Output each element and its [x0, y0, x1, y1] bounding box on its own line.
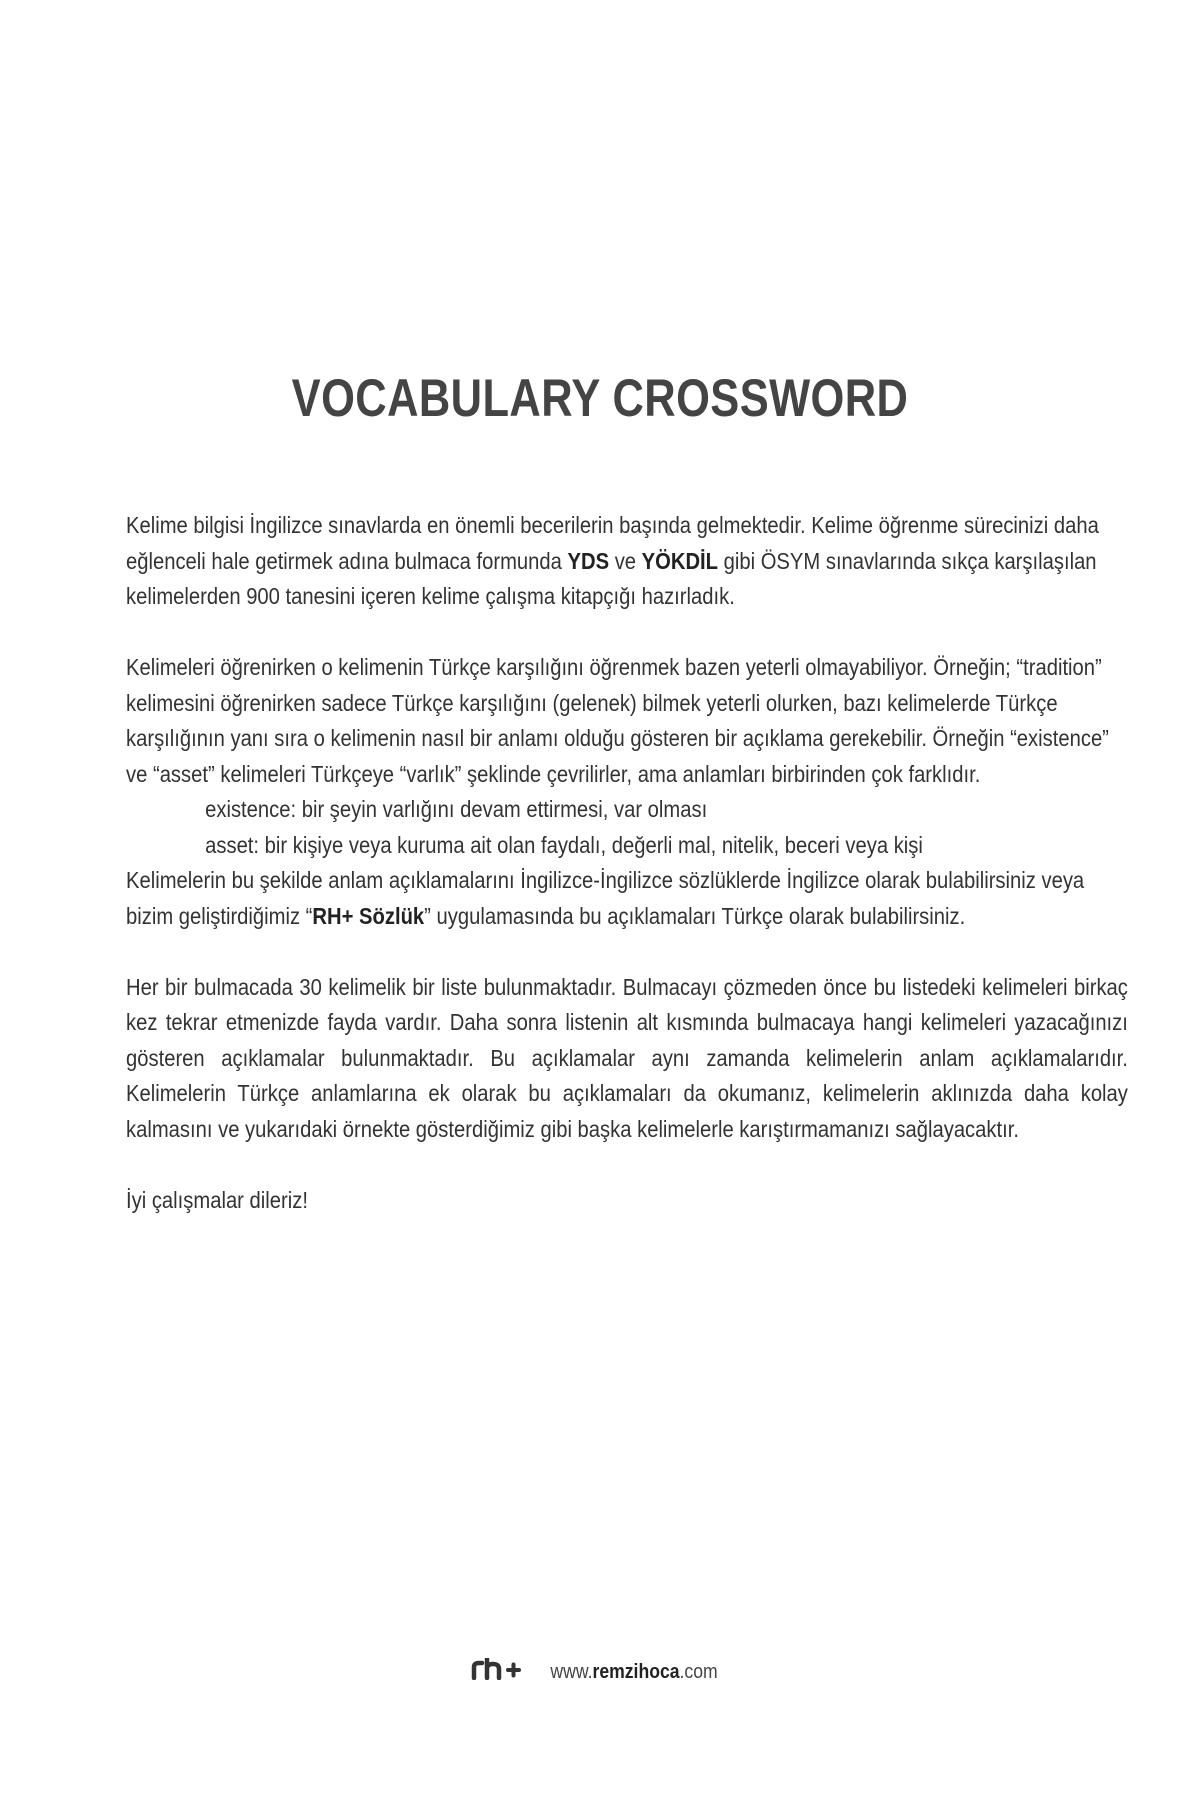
example-asset: asset: bir kişiye veya kuruma ait olan faydalı, değerli mal, nitelik, beceri veya kişi [205, 831, 923, 858]
intro-text-3: gibi ÖSYM sınavlarında sıkça karşılaşılan kelimelerden 900 tanesini içeren kelime çalışma kitapçığı hazırladık. [126, 547, 1097, 609]
rh-plus-logo-icon [471, 1658, 521, 1686]
meaning-paragraph: Kelimeleri öğrenirken o kelimenin Türkçe karşılığını öğrenmek bazen yeterli olmayabiliyor. Örneğin; “tradition” kelimesini öğrenirken sadece Türkçe karşılığını (gelenek) bilmek yeterli olurken, bazı kelimelerde Türkçe karşılığının yanı sıra o kelimenin nasıl bir anlamı olduğu gösteren bir açıklama gerekebilir. Örneğin “existence” ve “asset” kelimeleri Türkçeye “varlık” şeklinde çevrilirler, ama anlamları birbirinden çok farklıdır. [126, 654, 1109, 787]
intro-paragraph [126, 508, 1128, 615]
url-suffix: .com [679, 1660, 718, 1683]
example-existence: existence: bir şeyin varlığını devam ettirmesi, var olması [205, 796, 708, 822]
dictionary-text-2: ” uygulamasında bu açıklamaları Türkçe olarak bulabilirsiniz. [424, 902, 966, 929]
yokdil-label: YÖKDİL [641, 547, 719, 574]
page-title: VOCABULARY CROSSWORD [291, 369, 909, 428]
footer [0, 1658, 1200, 1686]
rh-sozluk-label: RH+ Sözlük [312, 902, 425, 929]
website-link[interactable] [550, 1661, 717, 1684]
intro-text-1: Kelime bilgisi İngilizce sınavlarda en önemli becerilerin başında gelmektedir. Kelime öğrenme sürecinizi daha eğlenceli hale getirmek adına bulmaca formunda [126, 512, 1099, 574]
usage-paragraph: Her bir bulmacada 30 kelimelik bir liste bulunmaktadır. Bulmacayı çözmeden önce bu listedeki kelimeleri birkaç kez tekrar etmenizde fayda vardır. Daha sonra listenin alt kısmında bulmacaya hangi kelimeleri yazacağınızı gösteren açıklamalar bulunmaktadır. Bu açıklamalar aynı zamanda kelimelerin anlam açıklamalarıdır. Kelimelerin Türkçe anlamlarına ek olarak bu açıklamaları da okumanız, kelimelerin aklınızda daha kolay kalmasını ve yukarıdaki örnekte gösterdiğimiz gibi başka kelimelerle karıştırmamanızı sağlayacaktır. [126, 973, 1128, 1142]
body-text [126, 508, 1128, 1218]
url-prefix: www. [550, 1660, 593, 1683]
dictionary-text-1: Kelimelerin bu şekilde anlam açıklamalarını İngilizce-İngilizce sözlüklerde İngilizce olarak bulabilirsiniz veya bizim geliştirdiğimiz “ [126, 867, 1085, 929]
intro-text-2: ve [609, 547, 642, 574]
yds-label: YDS [567, 547, 610, 574]
url-domain: remzihoca [592, 1660, 680, 1683]
closing-text: İyi çalışmalar dileriz! [126, 1186, 308, 1213]
dictionary-paragraph [126, 863, 1128, 934]
